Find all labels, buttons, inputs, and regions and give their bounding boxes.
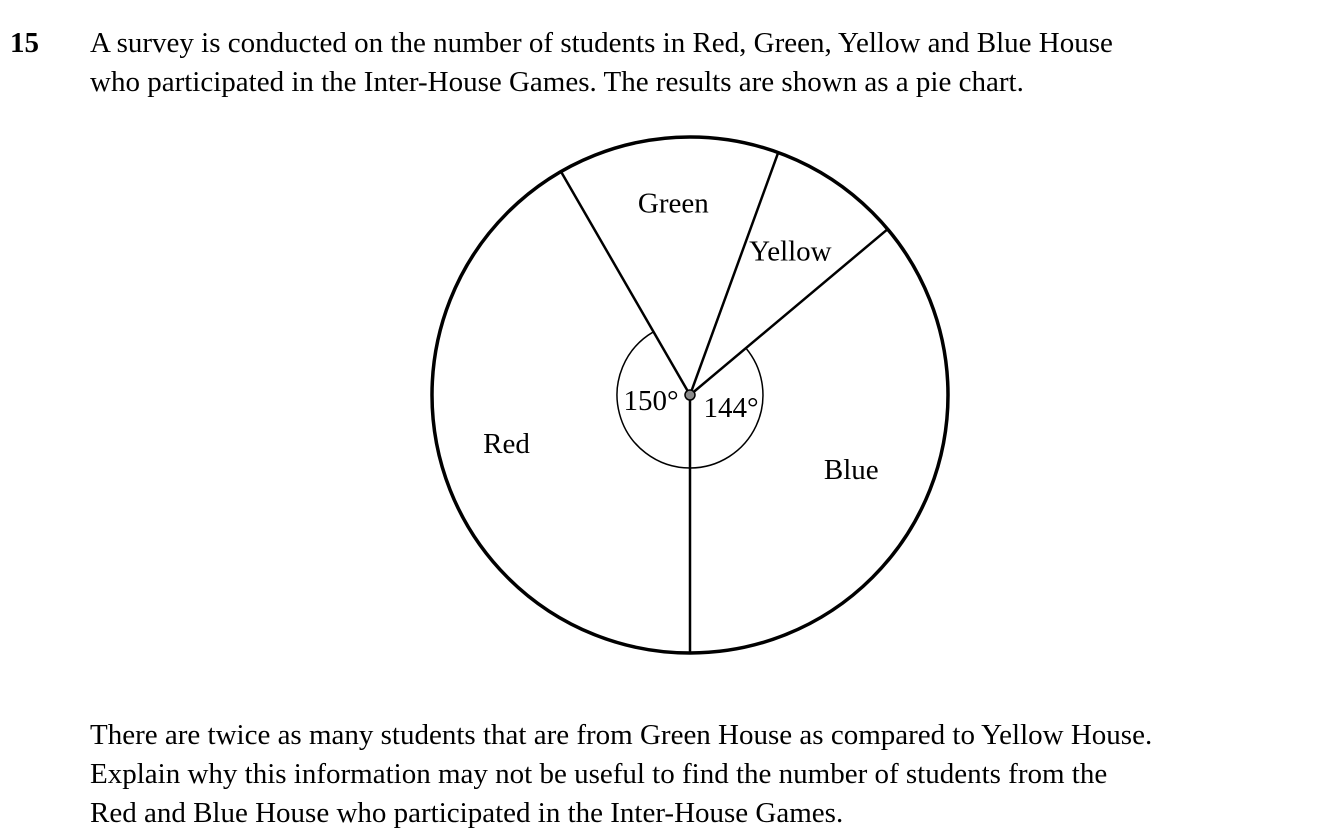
slice-label-blue: Blue — [823, 454, 879, 487]
question-text — [90, 716, 1152, 833]
pie-center-point — [685, 390, 695, 400]
angle-label-blue: 144° — [703, 392, 759, 424]
intro-line: who participated in the Inter-House Games. The results are shown as a pie chart. — [90, 66, 1024, 98]
slice-label-yellow: Yellow — [749, 235, 832, 268]
question-number: 15 — [10, 27, 39, 59]
angle-label-red: 150° — [623, 385, 679, 417]
question-line: Explain why this information may not be useful to find the number of students from the — [90, 758, 1108, 790]
slice-label-red: Red — [483, 428, 530, 461]
question-line: There are twice as many students that are from Green House as compared to Yellow House. — [90, 719, 1153, 751]
question-line: Red and Blue House who participated in the Inter-House Games. — [90, 797, 844, 829]
slice-label-green: Green — [637, 187, 709, 220]
intro-line: A survey is conducted on the number of students in Red, Green, Yellow and Blue House — [90, 27, 1113, 59]
